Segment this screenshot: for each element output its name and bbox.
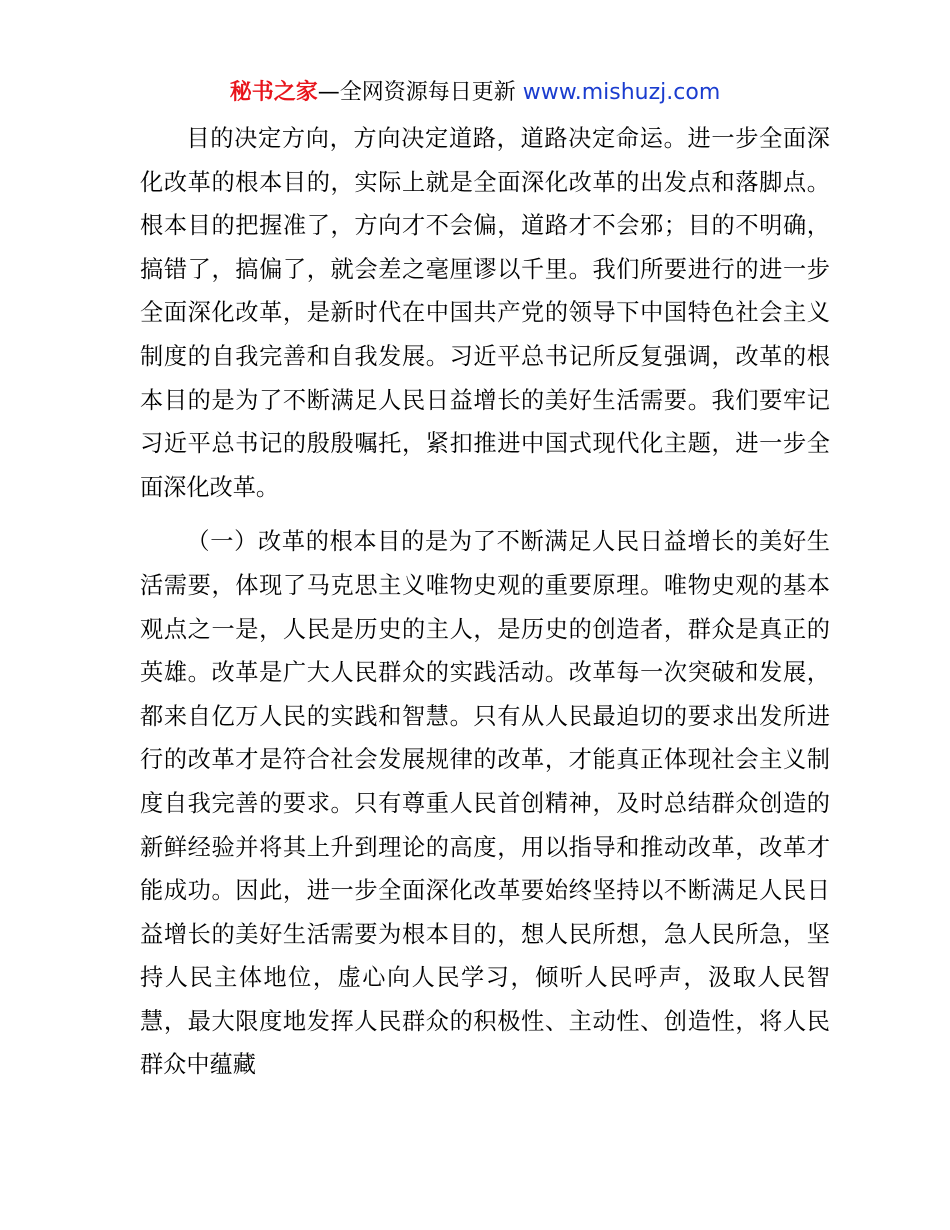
header-tagline: —全网资源每日更新 bbox=[317, 80, 523, 105]
document-body bbox=[140, 117, 830, 1087]
site-url-link[interactable]: www.mishuzj.com bbox=[522, 80, 721, 105]
paragraph-2: （一）改革的根本目的是为了不断满足人民日益增长的美好生活需要，体现了马克思主义唯物史观的重要原理。唯物史观的基本观点之一是，人民是历史的主人，是历史的创造者，群众是真正的英雄。改革是广大人民群众的实践活动。改革每一次突破和发展，都来自亿万人民的实践和智慧。只有从人民最迫切的要求出发所进行的改革才是符合社会发展规律的改革，才能真正体现社会主义制度自我完善的要求。只有尊重人民首创精神，及时总结群众创造的新鲜经验并将其上升到理论的高度，用以指导和推动改革，改革才能成功。因此，进一步全面深化改革要始终坚持以不断满足人民日益增长的美好生活需要为根本目的，想人民所想，急人民所急，坚持人民主体地位，虚心向人民学习，倾听人民呼声，汲取人民智慧，最大限度地发挥人民群众的积极性、主动性、创造性，将人民群众中蕴藏 bbox=[140, 528, 830, 1079]
paragraph-1: 目的决定方向，方向决定道路，道路决定命运。进一步全面深化改革的根本目的，实际上就是全面深化改革的出发点和落脚点。根本目的把握准了，方向才不会偏，道路才不会邪；目的不明确，搞错了，搞偏了，就会差之毫厘谬以千里。我们所要进行的进一步全面深化改革，是新时代在中国共产党的领导下中国特色社会主义制度的自我完善和自我发展。习近平总书记所反复强调，改革的根本目的是为了不断满足人民日益增长的美好生活需要。我们要牢记习近平总书记的殷殷嘱托，紧扣推进中国式现代化主题，进一步全面深化改革。 bbox=[140, 125, 830, 501]
brand-name: 秘书之家 bbox=[229, 80, 318, 105]
page-header bbox=[0, 78, 950, 108]
